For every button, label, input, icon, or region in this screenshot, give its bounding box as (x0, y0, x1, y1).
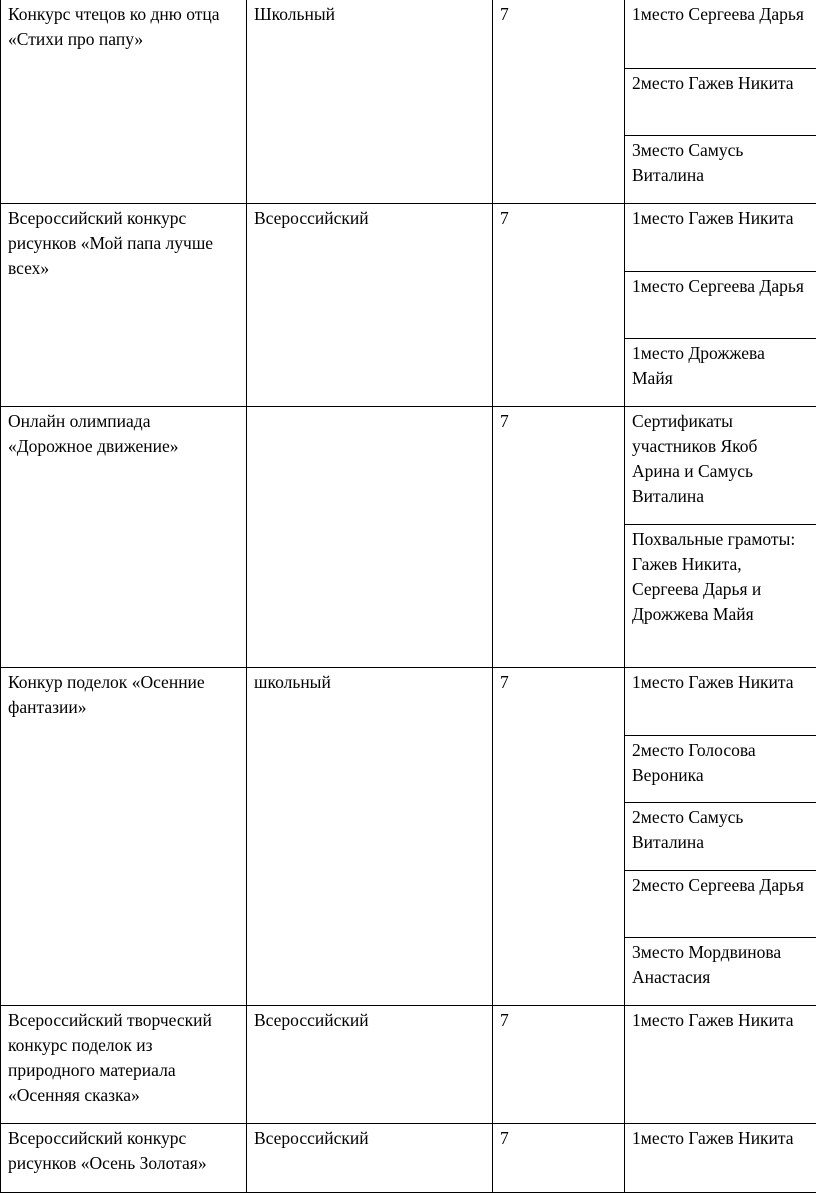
result: 2место Гажев Никита (632, 72, 794, 93)
contest-name: Всероссийский конкурс рисунков «Осень Золотая» (8, 1127, 207, 1173)
table-row (1, 1123, 816, 1192)
contest-level: школьный (254, 671, 331, 692)
result: 1место Гажев Никита (632, 207, 794, 228)
result: 2место Сергеева Дарья (632, 874, 804, 895)
table-row (1, 203, 816, 271)
contest-level-cell (247, 406, 493, 667)
result-cell (625, 203, 816, 271)
table-row (1, 0, 816, 68)
result: 1место Дрожжева Майя (632, 342, 765, 388)
grade-cell (493, 1123, 625, 1192)
grade-cell (493, 0, 625, 203)
table-row (1, 1005, 816, 1123)
contest-level: Всероссийский (254, 1127, 369, 1148)
result: 1место Гажев Никита (632, 671, 794, 692)
result-cell (625, 1005, 816, 1123)
result: 1место Гажев Никита (632, 1009, 794, 1030)
result-cell (625, 735, 816, 802)
grade: 7 (500, 1127, 509, 1148)
grade: 7 (500, 671, 509, 692)
result: 2место Самусь Виталина (632, 806, 744, 852)
result-cell (625, 870, 816, 937)
contest-name: Конкурс чтецов ко дню отца «Стихи про папу» (8, 4, 220, 49)
contest-name: Всероссийский конкурс рисунков «Мой папа лучше всех» (8, 207, 214, 278)
result-cell (625, 338, 816, 406)
result: 3место Самусь Виталина (632, 139, 744, 185)
contest-level-cell (247, 1005, 493, 1123)
table-row (1, 406, 816, 524)
contest-name-cell (1, 0, 247, 203)
result-cell (625, 135, 816, 203)
grade-cell (493, 667, 625, 1005)
result-cell (625, 937, 816, 1005)
contest-level-cell (247, 1123, 493, 1192)
grade-cell (493, 406, 625, 667)
table-row (1, 667, 816, 735)
result: Похвальные грамоты: Гажев Никита, Сергеева Дарья и Дрожжева Майя (632, 528, 796, 624)
result: 1место Сергеева Дарья (632, 4, 804, 24)
result-cell (625, 524, 816, 667)
contest-name-cell (1, 1005, 247, 1123)
contest-name: Онлайн олимпиада «Дорожное движение» (8, 410, 179, 456)
grade: 7 (500, 1009, 509, 1030)
result: 3место Мордвинова Анастасия (632, 941, 782, 987)
contest-name-cell (1, 406, 247, 667)
contest-level-cell (247, 0, 493, 203)
contest-name-cell (1, 203, 247, 406)
result-cell (625, 68, 816, 135)
grade: 7 (500, 4, 509, 24)
contest-level: Всероссийский (254, 207, 369, 228)
result-cell (625, 406, 816, 524)
grade: 7 (500, 410, 509, 431)
contest-name-cell (1, 1123, 247, 1192)
result-cell (625, 667, 816, 735)
result-cell (625, 271, 816, 338)
result: Сертификаты участников Якоб Арина и Самусь Виталина (632, 410, 758, 506)
contest-level-cell (247, 667, 493, 1005)
contest-name: Всероссийский творческий конкурс поделок из природного материала «Осенняя сказка» (8, 1009, 212, 1105)
contest-level-cell (247, 203, 493, 406)
result-cell (625, 802, 816, 870)
contest-level: Школьный (254, 4, 335, 24)
grade-cell (493, 203, 625, 406)
contest-name-cell (1, 667, 247, 1005)
result: 1место Сергеева Дарья (632, 275, 804, 296)
result-cell (625, 0, 816, 68)
result: 2место Голосова Вероника (632, 739, 756, 785)
contest-level: Всероссийский (254, 1009, 369, 1030)
result-cell (625, 1123, 816, 1192)
grade: 7 (500, 207, 509, 228)
result: 1место Гажев Никита (632, 1127, 794, 1148)
contest-name: Конкур поделок «Осенние фантазии» (8, 671, 205, 717)
grade-cell (493, 1005, 625, 1123)
